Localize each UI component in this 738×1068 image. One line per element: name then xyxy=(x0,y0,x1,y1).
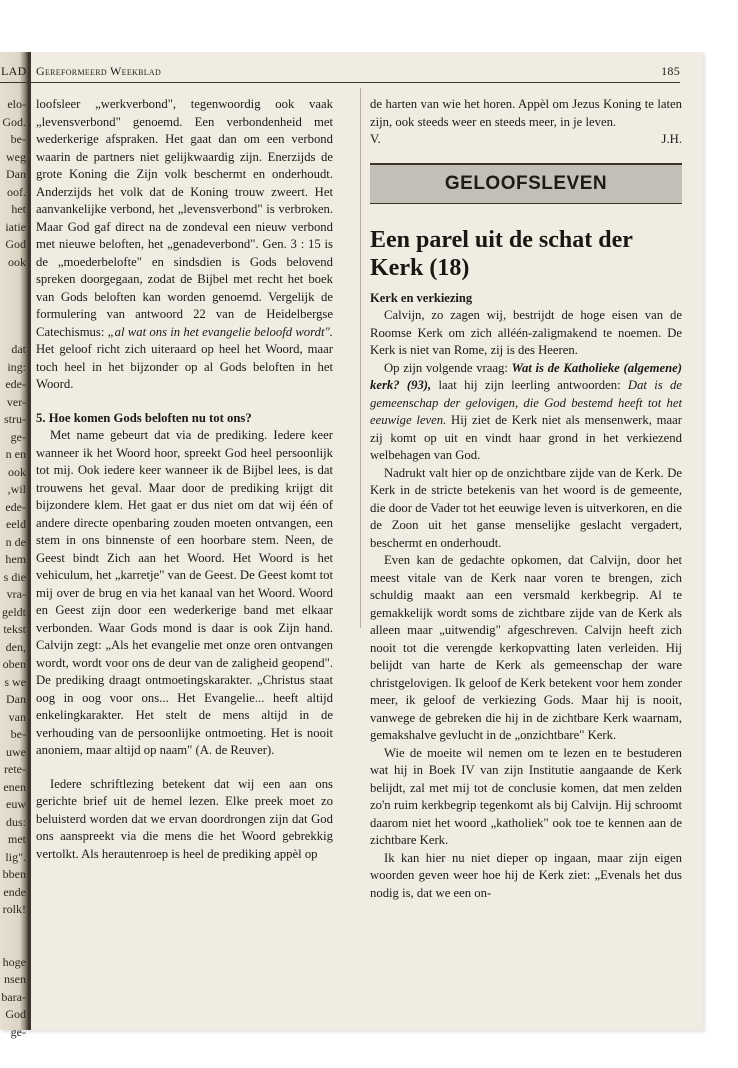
previous-page-fragment: met xyxy=(8,832,26,846)
previous-page-fragment: ver- xyxy=(6,394,26,409)
previous-page-fragment: ende xyxy=(3,884,26,899)
previous-page-fragment: ,wil xyxy=(7,482,26,496)
paragraph: Nadrukt valt hier op de onzichtbare zijde van de Kerk. De Kerk in de stricte betekenis van het woord is de gemeente, die door de Vader tot het eeuwige leven is uitverkoren, en die de Zoon uit het ganse menselijke geslacht vergadert, beschermt en onderhoudt. xyxy=(370,465,682,550)
article-subheading: Kerk en verkiezing xyxy=(370,290,473,305)
previous-page-fragment: rolk! xyxy=(2,902,26,916)
previous-page-fragment xyxy=(0,271,26,289)
question-quote: Wat is de Katholieke (algemene) kerk? (93), xyxy=(370,360,682,392)
previous-page-fragment: euw xyxy=(6,797,26,811)
column-divider xyxy=(360,88,361,628)
paragraph: Even kan de gedachte opkomen, dat Calvijn, door het meest vitale van de Kerk naar voren te brengen, zich schuldig maakt aan een versmald kerkbegrip. Al te gemakkelijk wordt soms de zichtbare zijde van de Kerk als alleen maar „uitwendig" afgeschreven. Calvijn heeft zich nooit tot die verengde kerkopvatting laten verleiden. Hij belijdt van harte de Kerk als gemeenschap der ware christgelovigen. Ik geloof de Kerk betekent voor hem zonder meer, ik geloof de verkiezing Gods. Maar hij is nooit, vanwege de gebreken die hij in de zichtbare Kerk waarnam, gemakshalve gevlucht in de „onzichtbare" Kerk. xyxy=(370,553,682,742)
previous-page-fragment: ge- xyxy=(10,429,26,444)
article-title: Een parel uit de schat der Kerk (18) xyxy=(370,226,633,281)
answer-quote: Dat is de gemeenschap der gelovigen, die God bestemd heeft tot het eeuwige leven. xyxy=(370,378,682,427)
previous-page-fragment: weg xyxy=(6,149,26,164)
previous-page-fragment: rete- xyxy=(4,762,26,776)
previous-page-fragment: elo- xyxy=(7,97,26,111)
previous-page-fragment xyxy=(0,324,26,342)
previous-page-text-fragments xyxy=(0,96,26,1041)
signature-right: J.H. xyxy=(661,132,682,146)
section-heading: 5. Hoe komen Gods beloften nu tot ons? xyxy=(36,410,252,425)
header-rule xyxy=(0,82,680,83)
paragraph: Met name gebeurt dat via de prediking. Iedere keer wanneer ik het Woord hoor, spreekt God heel persoonlijk tot mij. Ook iedere keer wanneer ik de Bijbel lees, is dat trouwens het geval. Maar door de prediking krijgt dit bijzondere klem. Het gaat er dus niet om dat wij één of andere directe openbaring zouden moeten ontvangen, een stem in ons binnenste of een hoorbare stem. Neen, de Geest bindt Zich aan het Woord. Het Woord is het vehiculum, het „karretje" van de Geest. De Geest komt tot mij over de brug en via het kanaal van het Woord. Woord en Geest zijn door een wederkerige band met elkaar verbonden. Waar Gods mond is daar is ook Zijn hand. Calvijn zegt: „Als het evangelie met onze oren ontvangen wordt, wordt voor ons de deur van de zaligheid geopend". De prediking draagt ontmoetingskarakter. „Christus staat oog in oog voor ons... Het Evangelie... heeft altijd enkelingkarakter. Het stelt de mens altijd in de verhouding van de persoonlijke ontmoeting. Het is nooit anoniem, maar altijd op naam" (A. de Reuver). xyxy=(36,428,333,757)
previous-page-fragment: s die xyxy=(3,569,26,584)
previous-page-fragment xyxy=(0,289,26,307)
previous-page-fragment: het xyxy=(11,202,26,216)
previous-page-fragment: ook xyxy=(8,464,26,479)
header-left-fragment: LAD xyxy=(1,64,27,78)
previous-page-fragment: enen xyxy=(3,779,26,794)
previous-page-fragment: God xyxy=(5,237,26,251)
signature-left: V. xyxy=(370,132,381,146)
previous-page-fragment: lig". xyxy=(5,849,26,864)
paragraph: Ik kan hier nu niet dieper op ingaan, maar zijn eigen woorden geven weer hoe hij de Kerk ziet: „Evenals het dus nodig is, dat we een on- xyxy=(370,850,682,900)
previous-page-fragment: oof. xyxy=(7,184,26,199)
paragraph: loofsleer „werkverbond", tegenwoordig ook vaak „levensverbond" genoemd. Een verbondenheid met wederkerige afspraken. Het gaat dan om een verbond waarin de partners niet gelijkwaardig zijn. Enerzijds de grote Koning die Zijn volk beschermt en onderhoudt. Anderzijds het volk dat de Koning trouw zweert. Het aanvankelijke verbond, het „levensverbond" is verbroken. Maar God gaf direct na de zondeval een nieuw verbond met nieuwe beloften, het „genadeverbond". Gen. 3 : 15 is de „moederbelofte" en sindsdien is Gods belovend spreken doorgegaan, zodat de Bijbel met recht het boek van Gods beloften kan worden genoemd. Vergelijk de formulering van antwoord 22 van de Heidelbergse Catechismus: „al wat ons in het evangelie beloofd wordt". Het geloof richt zich uiteraard op heel het Woord, maar toch heel in het bijzonder op al Gods beloften in het Woord. xyxy=(36,97,333,391)
previous-page-fragment: vra- xyxy=(6,587,26,601)
previous-page-fragment: tekst xyxy=(3,622,26,636)
previous-page-fragment: van xyxy=(8,709,26,724)
previous-page-fragment: Dan xyxy=(6,167,26,181)
previous-page-fragment: hoge xyxy=(2,954,26,969)
signature-line xyxy=(370,131,682,149)
previous-page-fragment: nsen xyxy=(4,972,26,986)
previous-page-fragment: geldt xyxy=(2,604,26,619)
previous-page-fragment: eeld xyxy=(6,517,26,531)
previous-page-fragment: n en xyxy=(5,447,26,461)
previous-page-fragment: God. xyxy=(2,114,26,129)
previous-page-fragment: den, xyxy=(5,639,26,654)
previous-page-fragment: ede- xyxy=(5,377,26,391)
previous-page-fragment: bben xyxy=(2,867,26,881)
previous-page-fragment: s we xyxy=(4,674,26,689)
previous-page-fragment: ing: xyxy=(7,359,26,374)
paragraph: Op zijn volgende vraag: Wat is de Katholieke (algemene) kerk? (93), laat hij zijn leerling antwoorden: Dat is de gemeenschap der gelovigen, die God bestemd heeft tot het eeuwige leven. Hij ziet de Kerk niet als mensenwerk, maar zij komt op uit en vindt haar grond in het verkiezend welbehagen van God. xyxy=(370,360,682,462)
previous-page-fragment xyxy=(0,919,26,937)
previous-page-fragment: be- xyxy=(10,727,26,741)
previous-page-fragment: God xyxy=(5,1007,26,1021)
previous-page-fragment: ge- xyxy=(10,1024,26,1039)
previous-page-fragment: ook xyxy=(8,254,26,269)
page-number: 185 xyxy=(661,64,680,78)
book-spine xyxy=(28,52,31,1030)
previous-page-fragment: uwe xyxy=(6,744,26,759)
previous-page-fragment: iatie xyxy=(5,219,26,234)
paragraph: Iedere schriftlezing betekent dat wij een aan ons gerichte brief uit de hemel lezen. Elke preek moet zo beluisterd worden dat we ervan doordrongen zijn dat God ons aanspreekt via die mens die het Woord gebrekkig vertolkt. Als herautenroep is heel de prediking appèl op xyxy=(36,776,333,861)
paragraph: Calvijn, zo zagen wij, bestrijdt de hoge eisen van de Roomse Kerk om zich alléén-zaligmakend te noemen. De Kerk is niet van Rome, zij is des Heeren. xyxy=(370,308,682,357)
left-column xyxy=(36,96,333,863)
previous-page-fragment: dat xyxy=(11,342,26,356)
paragraph: Wie de moeite wil nemen om te lezen en te bestuderen wat hij in Boek IV van zijn Institutie aangaande de Kerk belijdt, zal met mij tot de conclusie komen, dat men zelden zo'n ruim kerkbegrip tegenkomt als bij Calvijn. Hij schroomt daarom niet het woord „katholiek" ook toe te kennen aan de zichtbare Kerk. xyxy=(370,745,682,847)
publication-title: Gereformeerd Weekblad xyxy=(36,64,162,78)
previous-page-fragment: ede- xyxy=(5,499,26,514)
previous-page-fragment: bara- xyxy=(1,989,26,1004)
right-column xyxy=(370,96,682,902)
previous-page-fragment: n de xyxy=(5,534,26,549)
running-header xyxy=(0,64,680,82)
previous-page-fragment: oben xyxy=(2,657,26,671)
section-banner: GELOOFSLEVEN xyxy=(370,163,682,204)
paragraph: de harten van wie het horen. Appèl om Jezus Koning te laten zijn, ook steeds weer en steeds meer, in je leven. xyxy=(370,97,682,129)
previous-page-fragment: dus: xyxy=(5,814,26,829)
previous-page-fragment: stru- xyxy=(4,412,26,426)
previous-page-fragment: Dan xyxy=(6,692,26,706)
previous-page-fragment xyxy=(0,306,26,324)
previous-page-fragment: be- xyxy=(10,132,26,146)
previous-page-fragment: hem xyxy=(5,552,26,566)
previous-page-fragment xyxy=(0,936,26,954)
italic-quote: „al wat ons in het evangelie beloofd wordt". xyxy=(107,324,333,339)
